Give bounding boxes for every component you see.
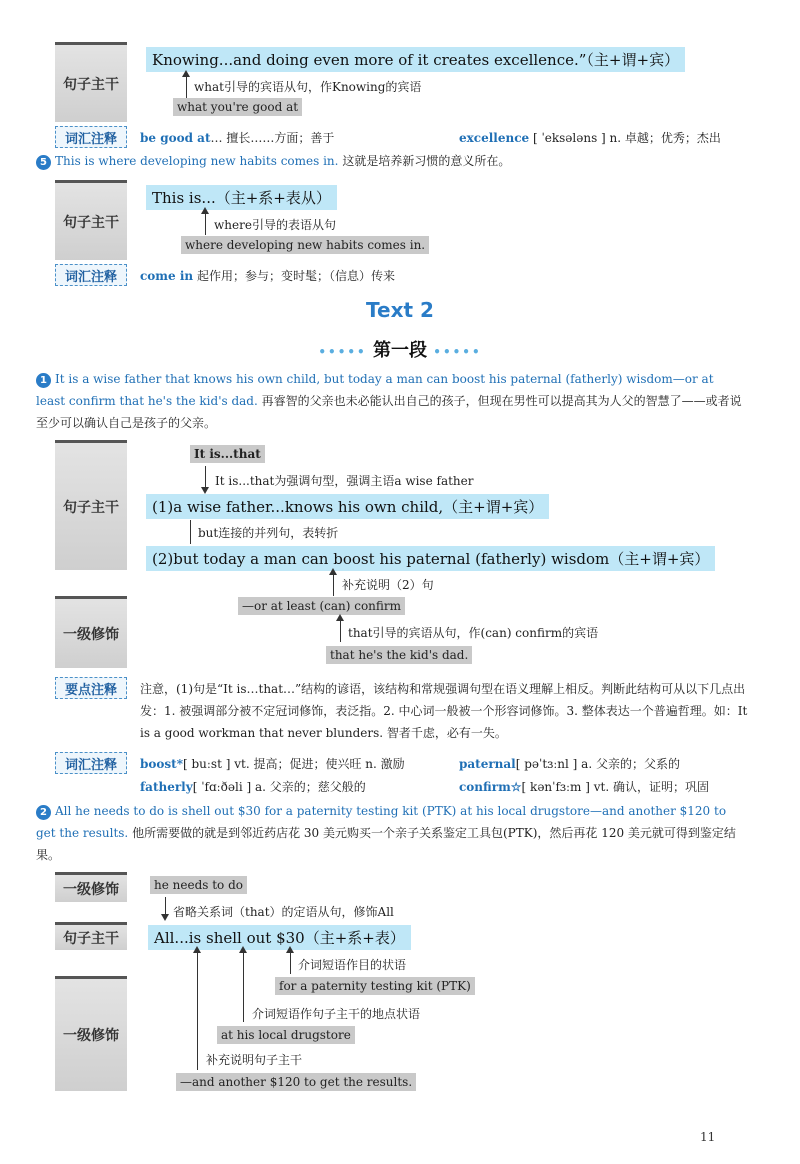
annotation: It is...that为强调句型，强调主语a wise father (215, 474, 474, 488)
label-first-modifier: 一级修饰 (55, 976, 127, 1091)
arrow (205, 213, 206, 235)
annotation: what引导的宾语从句，作Knowing的宾语 (194, 80, 422, 94)
label-sentence-core: 句子主干 (55, 42, 127, 122)
label-first-modifier: 一级修饰 (55, 872, 127, 902)
vocab-entry: paternal[ pəˈtɜːnl ] a. 父亲的；父系的 (459, 757, 680, 771)
vocab-entry: be good at… 擅长……方面；善于 (140, 131, 335, 145)
at-clause-box: at his local drugstore (217, 1026, 355, 1044)
that-clause-box: that he's the kid's dad. (326, 646, 472, 664)
arrow (340, 620, 341, 642)
page-number: 11 (700, 1130, 716, 1144)
sentence-1: 1 It is a wise father that knows his own child, but today a man can boost his paternal (fatherly) wisdom—or at least confirm that he's the kid's dad. 再睿智的父亲也未必能认出自己的孩子，但现在男性可以提高其为人父的智慧了——或者说至少可以确认自己是孩子的父亲。 (36, 372, 742, 430)
sentence-2: 2 All he needs to do is shell out $30 for a paternity testing kit (PTK) at his local drugstore—and another $120 to get the results. 他所需要做的就是到邻近药店花 30 美元购买一个亲子关系鉴定工具包(PTK)，然后再花 120 美元就可得到鉴定结果。 (36, 804, 736, 862)
annotation: 介词短语作句子主干的地点状语 (252, 1007, 421, 1021)
label-vocab: 词汇注释 (55, 264, 127, 286)
clause-box: where developing new habits comes in. (181, 236, 429, 254)
arrow (186, 76, 187, 100)
annotation: but连接的并列句，表转折 (198, 526, 339, 540)
for-clause-box: for a paternity testing kit (PTK) (275, 977, 475, 995)
confirm-box: —or at least (can) confirm (238, 597, 405, 615)
vocab-entry: come in 起作用；参与；变时髦；（信息）传来 (140, 269, 395, 283)
clause-box: what you're good at (173, 98, 302, 116)
annotation: 补充说明句子主干 (206, 1053, 303, 1067)
annotation: where引导的表语从句 (214, 218, 336, 232)
arrow (243, 952, 244, 1022)
vocab-entry: boost*[ buːst ] vt. 提高；促进；使兴旺 n. 激励 (140, 757, 405, 771)
arrow (205, 466, 206, 488)
annotation: 省略关系词（that）的定语从句，修饰All (173, 905, 394, 919)
label-first-modifier: 一级修饰 (55, 596, 127, 668)
key-note-text: 注意，(1)句是“It is…that…”结构的谚语，该结构和常规强调句型在语义理解上相反。判断此结构可从以下几点出发：1. 被强调部分被不定冠词修饰，表泛指。2. 中心词一般被一个形容词修饰。3. 整体表达一个普遍哲理。如：It is a good workman that never blunders. 智者千虑，必有一失。 (140, 682, 748, 740)
it-is-that-box: It is...that (190, 445, 265, 463)
vocab-entry: confirm☆[ kənˈfɜːm ] vt. 确认，证明；巩固 (459, 780, 709, 794)
connector-line (190, 520, 191, 544)
label-sentence-core: 句子主干 (55, 180, 127, 260)
main-clause: All...is shell out $30（主+系+表） (148, 925, 411, 950)
label-key-note: 要点注释 (55, 677, 127, 699)
main-clause: Knowing...and doing even more of it creates excellence.”（主+谓+宾） (146, 47, 685, 72)
he-needs-box: he needs to do (150, 876, 247, 894)
paragraph-title: ••••• 第一段 ••••• (318, 340, 482, 361)
sentence-5: 5 This is where developing new habits comes in. 这就是培养新习惯的意义所在。 (36, 150, 746, 172)
annotation: 补充说明（2）句 (342, 578, 434, 592)
vocab-entry: excellence [ ˈeksələns ] n. 卓越；优秀；杰出 (459, 131, 721, 145)
label-vocab: 词汇注释 (55, 752, 127, 774)
label-sentence-core: 句子主干 (55, 440, 127, 570)
label-vocab: 词汇注释 (55, 126, 127, 148)
another-box: —and another $120 to get the results. (176, 1073, 416, 1091)
arrow (333, 574, 334, 596)
annotation: that引导的宾语从句，作(can) confirm的宾语 (348, 626, 599, 640)
vocab-entry: fatherly[ ˈfɑːðəli ] a. 父亲的；慈父般的 (140, 780, 366, 794)
main-clause: This is...（主+系+表从） (146, 185, 337, 210)
arrow (197, 952, 198, 1070)
arrow (290, 952, 291, 974)
clause-line-2: (2)but today a man can boost his paternal (fatherly) wisdom（主+谓+宾） (146, 546, 715, 571)
label-sentence-core: 句子主干 (55, 922, 127, 950)
text-title: Text 2 (366, 298, 434, 322)
clause-line-1: (1)a wise father...knows his own child,（主+谓+宾） (146, 494, 549, 519)
arrow (165, 897, 166, 915)
annotation: 介词短语作目的状语 (298, 958, 407, 972)
